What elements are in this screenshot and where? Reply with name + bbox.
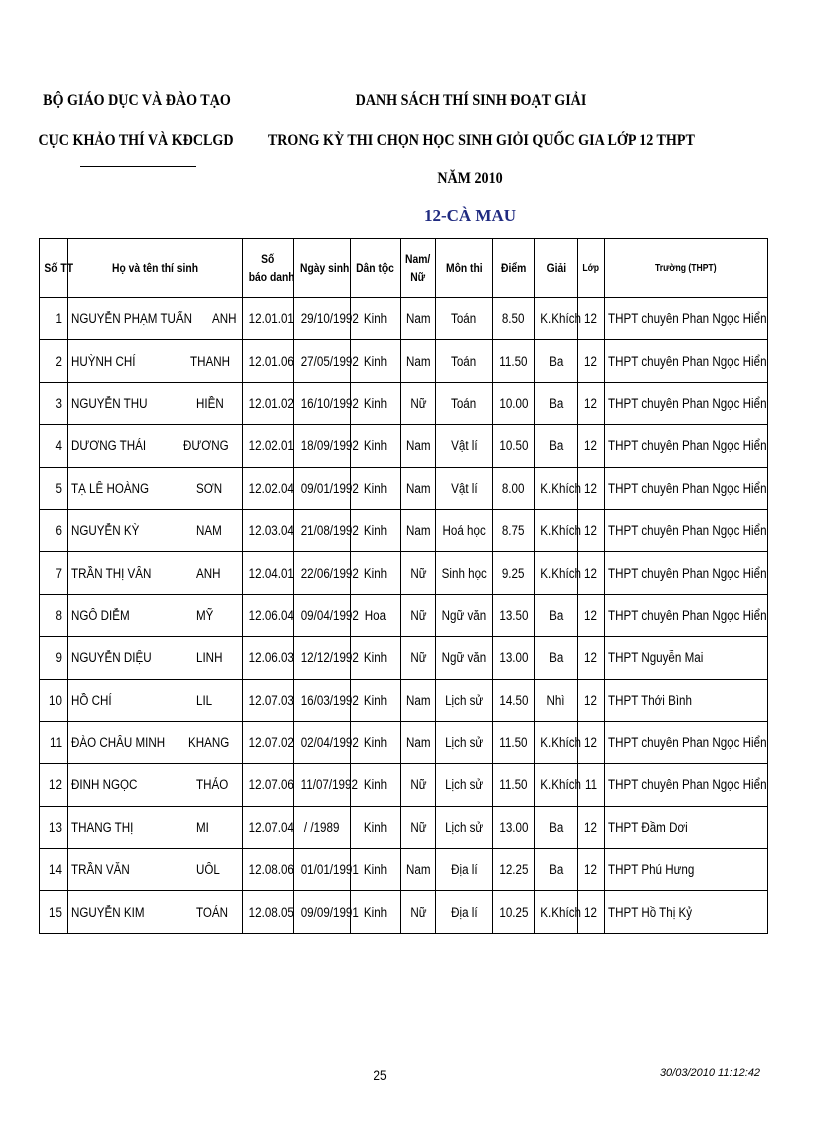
cell-grade: 12 — [578, 721, 605, 763]
cell-gender: Nữ — [401, 637, 436, 679]
cell-gender: Nam — [401, 298, 436, 340]
cell-fullname — [68, 849, 243, 891]
cell-fullname — [68, 806, 243, 848]
cell-sbd: 12.06.03 — [243, 637, 294, 679]
table-row — [40, 509, 768, 551]
cell-score: 10.50 — [493, 425, 535, 467]
cell-gender: Nam — [401, 467, 436, 509]
cell-fullname — [68, 425, 243, 467]
table-row — [40, 679, 768, 721]
cell-school: THPT Thới Bình — [605, 679, 768, 721]
cell-given-name: LIL — [196, 692, 213, 708]
cell-stt: 7 — [40, 552, 68, 594]
table-header-row — [40, 239, 768, 298]
cell-sbd: 12.07.04 — [243, 806, 294, 848]
cell-ethnic: Kinh — [351, 806, 401, 848]
cell-prize: K.Khích — [535, 552, 578, 594]
cell-subject: Hoá học — [436, 509, 493, 551]
cell-school: THPT Phú Hưng — [605, 849, 768, 891]
table-row — [40, 764, 768, 806]
table-row — [40, 467, 768, 509]
cell-score: 11.50 — [493, 340, 535, 382]
department-name: CỤC KHẢO THÍ VÀ KĐCLGD — [38, 132, 234, 149]
cell-gender: Nữ — [401, 764, 436, 806]
cell-stt: 10 — [40, 679, 68, 721]
cell-sbd: 12.01.02 — [243, 382, 294, 424]
col-header-prize: Giải — [535, 239, 578, 298]
cell-gender: Nữ — [401, 891, 436, 933]
cell-grade: 12 — [578, 509, 605, 551]
table-row — [40, 382, 768, 424]
cell-surname: TRẦN VĂN — [71, 862, 130, 878]
cell-dob: 16/10/1992 — [294, 382, 351, 424]
cell-surname: HUỲNH CHÍ — [71, 353, 136, 369]
cell-subject: Ngữ văn — [436, 594, 493, 636]
cell-fullname — [68, 467, 243, 509]
cell-stt: 14 — [40, 849, 68, 891]
col-header-grade: Lớp — [578, 239, 605, 298]
cell-subject: Vật lí — [436, 425, 493, 467]
col-header-stt: Số TT — [40, 239, 68, 298]
table-row — [40, 721, 768, 763]
header-underline — [80, 166, 196, 167]
cell-fullname — [68, 721, 243, 763]
cell-surname: NGUYỄN PHẠM TUẤN — [71, 311, 193, 327]
cell-score: 10.25 — [493, 891, 535, 933]
cell-subject: Toán — [436, 340, 493, 382]
cell-gender: Nam — [401, 679, 436, 721]
cell-prize: Ba — [535, 340, 578, 382]
cell-sbd: 12.01.01 — [243, 298, 294, 340]
cell-prize: K.Khích — [535, 298, 578, 340]
cell-school: THPT chuyên Phan Ngọc Hiển — [605, 382, 768, 424]
cell-surname: NGUYỄN THU — [71, 395, 148, 411]
cell-dob: 16/03/1992 — [294, 679, 351, 721]
cell-dob: 09/09/1991 — [294, 891, 351, 933]
cell-given-name: KHANG — [187, 735, 230, 751]
cell-ethnic: Kinh — [351, 467, 401, 509]
cell-gender: Nữ — [401, 594, 436, 636]
cell-subject: Lịch sử — [436, 806, 493, 848]
table-row — [40, 340, 768, 382]
cell-grade: 12 — [578, 849, 605, 891]
cell-stt: 9 — [40, 637, 68, 679]
cell-stt: 8 — [40, 594, 68, 636]
col-header-gender: Nam/ Nữ — [401, 239, 436, 298]
cell-sbd: 12.02.01 — [243, 425, 294, 467]
cell-grade: 12 — [578, 467, 605, 509]
page-number: 25 — [373, 1067, 387, 1083]
cell-gender: Nữ — [401, 806, 436, 848]
cell-subject: Toán — [436, 298, 493, 340]
cell-stt: 1 — [40, 298, 68, 340]
cell-sbd: 12.01.06 — [243, 340, 294, 382]
col-header-dob: Ngày sinh — [294, 239, 351, 298]
cell-school: THPT chuyên Phan Ngọc Hiển — [605, 425, 768, 467]
cell-dob: 27/05/1992 — [294, 340, 351, 382]
cell-score: 10.00 — [493, 382, 535, 424]
cell-given-name: MI — [196, 819, 209, 835]
cell-dob: 09/04/1992 — [294, 594, 351, 636]
cell-score: 12.25 — [493, 849, 535, 891]
cell-ethnic: Kinh — [351, 679, 401, 721]
cell-gender: Nam — [401, 340, 436, 382]
cell-ethnic: Kinh — [351, 891, 401, 933]
cell-surname: NGÔ DIỄM — [71, 607, 130, 623]
cell-surname: ĐÀO CHÂU MINH — [71, 735, 166, 751]
col-header-score: Điểm — [493, 239, 535, 298]
cell-school: THPT Hồ Thị Kỷ — [605, 891, 768, 933]
cell-subject: Vật lí — [436, 467, 493, 509]
cell-gender: Nam — [401, 849, 436, 891]
cell-sbd: 12.02.04 — [243, 467, 294, 509]
cell-grade: 12 — [578, 425, 605, 467]
cell-stt: 12 — [40, 764, 68, 806]
cell-given-name: NAM — [196, 523, 222, 539]
print-timestamp: 30/03/2010 11:12:42 — [659, 1067, 761, 1079]
cell-school: THPT chuyên Phan Ngọc Hiển — [605, 721, 768, 763]
cell-prize: K.Khích — [535, 509, 578, 551]
cell-school: THPT Đầm Dơi — [605, 806, 768, 848]
cell-grade: 12 — [578, 637, 605, 679]
cell-prize: Ba — [535, 849, 578, 891]
cell-dob: 29/10/1992 — [294, 298, 351, 340]
cell-prize: Nhì — [535, 679, 578, 721]
cell-ethnic: Kinh — [351, 764, 401, 806]
cell-ethnic: Hoa — [351, 594, 401, 636]
cell-fullname — [68, 637, 243, 679]
province-heading: 12-CÀ MAU — [423, 206, 517, 225]
cell-fullname — [68, 552, 243, 594]
document-subtitle: TRONG KỲ THI CHỌN HỌC SINH GIỎI QUỐC GIA LỚP 12 THPT — [267, 132, 695, 149]
cell-school: THPT Nguyễn Mai — [605, 637, 768, 679]
cell-prize: K.Khích — [535, 467, 578, 509]
table-row — [40, 806, 768, 848]
cell-score: 8.00 — [493, 467, 535, 509]
cell-dob: 12/12/1992 — [294, 637, 351, 679]
table-row — [40, 552, 768, 594]
cell-given-name: THANH — [189, 353, 230, 369]
cell-score: 11.50 — [493, 721, 535, 763]
cell-subject: Sinh học — [436, 552, 493, 594]
table-row — [40, 594, 768, 636]
cell-score: 13.00 — [493, 637, 535, 679]
cell-given-name: HIỀN — [196, 395, 224, 411]
cell-prize: Ba — [535, 382, 578, 424]
cell-given-name: THẢO — [196, 777, 229, 793]
cell-given-name: SƠN — [196, 480, 223, 496]
cell-school: THPT chuyên Phan Ngọc Hiển — [605, 764, 768, 806]
cell-subject: Địa lí — [436, 849, 493, 891]
col-header-name: Họ và tên thí sinh — [68, 239, 243, 298]
cell-subject: Lịch sử — [436, 679, 493, 721]
cell-dob: 01/01/1991 — [294, 849, 351, 891]
cell-school: THPT chuyên Phan Ngọc Hiển — [605, 552, 768, 594]
cell-stt: 2 — [40, 340, 68, 382]
cell-ethnic: Kinh — [351, 721, 401, 763]
cell-prize: Ba — [535, 594, 578, 636]
cell-subject: Lịch sử — [436, 764, 493, 806]
col-header-sbd: Số báo danh — [243, 239, 294, 298]
cell-ethnic: Kinh — [351, 552, 401, 594]
cell-sbd: 12.07.06 — [243, 764, 294, 806]
cell-grade: 12 — [578, 382, 605, 424]
cell-grade: 12 — [578, 891, 605, 933]
col-header-school: Trường (THPT) — [605, 239, 768, 298]
cell-score: 9.25 — [493, 552, 535, 594]
cell-given-name: MỸ — [196, 607, 214, 623]
cell-dob: 02/04/1992 — [294, 721, 351, 763]
cell-prize: K.Khích — [535, 721, 578, 763]
cell-subject: Lịch sử — [436, 721, 493, 763]
cell-grade: 11 — [578, 764, 605, 806]
cell-stt: 13 — [40, 806, 68, 848]
cell-surname: TẠ LÊ HOÀNG — [71, 480, 150, 496]
cell-sbd: 12.08.06 — [243, 849, 294, 891]
cell-grade: 12 — [578, 298, 605, 340]
cell-score: 14.50 — [493, 679, 535, 721]
cell-surname: THANG THỊ — [71, 819, 134, 835]
cell-grade: 12 — [578, 552, 605, 594]
cell-fullname — [68, 594, 243, 636]
cell-subject: Toán — [436, 382, 493, 424]
cell-fullname — [68, 340, 243, 382]
cell-dob: 18/09/1992 — [294, 425, 351, 467]
cell-gender: Nam — [401, 721, 436, 763]
cell-gender: Nữ — [401, 382, 436, 424]
document-title: DANH SÁCH THÍ SINH ĐOẠT GIẢI — [355, 92, 587, 109]
cell-surname: HỒ CHÍ — [71, 692, 112, 708]
cell-fullname — [68, 764, 243, 806]
cell-surname: ĐINH NGỌC — [71, 777, 138, 793]
cell-school: THPT chuyên Phan Ngọc Hiển — [605, 594, 768, 636]
cell-ethnic: Kinh — [351, 509, 401, 551]
table-row — [40, 298, 768, 340]
cell-school: THPT chuyên Phan Ngọc Hiển — [605, 467, 768, 509]
document-year: NĂM 2010 — [437, 170, 503, 187]
cell-fullname — [68, 509, 243, 551]
cell-surname: DƯƠNG THÁI — [71, 438, 147, 454]
ministry-name: BỘ GIÁO DỤC VÀ ĐÀO TẠO — [43, 92, 231, 109]
cell-stt: 4 — [40, 425, 68, 467]
cell-ethnic: Kinh — [351, 298, 401, 340]
cell-stt: 6 — [40, 509, 68, 551]
table-row — [40, 849, 768, 891]
cell-stt: 15 — [40, 891, 68, 933]
cell-prize: K.Khích — [535, 764, 578, 806]
cell-score: 13.50 — [493, 594, 535, 636]
cell-grade: 12 — [578, 679, 605, 721]
cell-fullname — [68, 891, 243, 933]
cell-sbd: 12.08.05 — [243, 891, 294, 933]
cell-surname: NGUYỄN DIỆU — [71, 650, 152, 666]
cell-school: THPT chuyên Phan Ngọc Hiển — [605, 298, 768, 340]
cell-stt: 3 — [40, 382, 68, 424]
cell-gender: Nữ — [401, 552, 436, 594]
cell-sbd: 12.07.02 — [243, 721, 294, 763]
table-row — [40, 425, 768, 467]
cell-subject: Địa lí — [436, 891, 493, 933]
cell-school: THPT chuyên Phan Ngọc Hiển — [605, 509, 768, 551]
cell-given-name: UÔL — [196, 862, 220, 878]
cell-sbd: 12.03.04 — [243, 509, 294, 551]
cell-sbd: 12.06.04 — [243, 594, 294, 636]
cell-surname: NGUYỄN KIM — [71, 904, 145, 920]
table-row — [40, 637, 768, 679]
cell-fullname — [68, 298, 243, 340]
cell-grade: 12 — [578, 340, 605, 382]
cell-stt: 11 — [40, 721, 68, 763]
cell-dob: 11/07/1992 — [294, 764, 351, 806]
cell-ethnic: Kinh — [351, 425, 401, 467]
cell-given-name: TOÁN — [196, 904, 229, 920]
col-header-ethnic: Dân tộc — [351, 239, 401, 298]
cell-gender: Nam — [401, 425, 436, 467]
cell-surname: NGUYỄN KỲ — [71, 523, 140, 539]
cell-score: 8.75 — [493, 509, 535, 551]
col-header-subject: Môn thi — [436, 239, 493, 298]
cell-given-name: ANH — [196, 565, 221, 581]
cell-gender: Nam — [401, 509, 436, 551]
cell-given-name: ANH — [211, 311, 237, 327]
cell-ethnic: Kinh — [351, 382, 401, 424]
cell-sbd: 12.07.03 — [243, 679, 294, 721]
cell-dob: 09/01/1992 — [294, 467, 351, 509]
results-table-body — [40, 298, 768, 934]
cell-grade: 12 — [578, 806, 605, 848]
cell-prize: Ba — [535, 425, 578, 467]
cell-given-name: ĐƯƠNG — [182, 438, 229, 454]
cell-stt: 5 — [40, 467, 68, 509]
cell-fullname — [68, 382, 243, 424]
cell-sbd: 12.04.01 — [243, 552, 294, 594]
cell-prize: Ba — [535, 637, 578, 679]
cell-school: THPT chuyên Phan Ngọc Hiển — [605, 340, 768, 382]
cell-fullname — [68, 679, 243, 721]
cell-ethnic: Kinh — [351, 849, 401, 891]
cell-grade: 12 — [578, 594, 605, 636]
cell-dob: 21/08/1992 — [294, 509, 351, 551]
results-table — [39, 238, 768, 934]
cell-prize: Ba — [535, 806, 578, 848]
cell-ethnic: Kinh — [351, 340, 401, 382]
cell-ethnic: Kinh — [351, 637, 401, 679]
cell-dob: / /1989 — [294, 806, 351, 848]
table-row — [40, 891, 768, 933]
cell-subject: Ngữ văn — [436, 637, 493, 679]
cell-surname: TRẦN THỊ VÂN — [71, 565, 152, 581]
cell-score: 11.50 — [493, 764, 535, 806]
cell-score: 8.50 — [493, 298, 535, 340]
cell-given-name: LINH — [196, 650, 223, 666]
cell-score: 13.00 — [493, 806, 535, 848]
cell-dob: 22/06/1992 — [294, 552, 351, 594]
cell-prize: K.Khích — [535, 891, 578, 933]
